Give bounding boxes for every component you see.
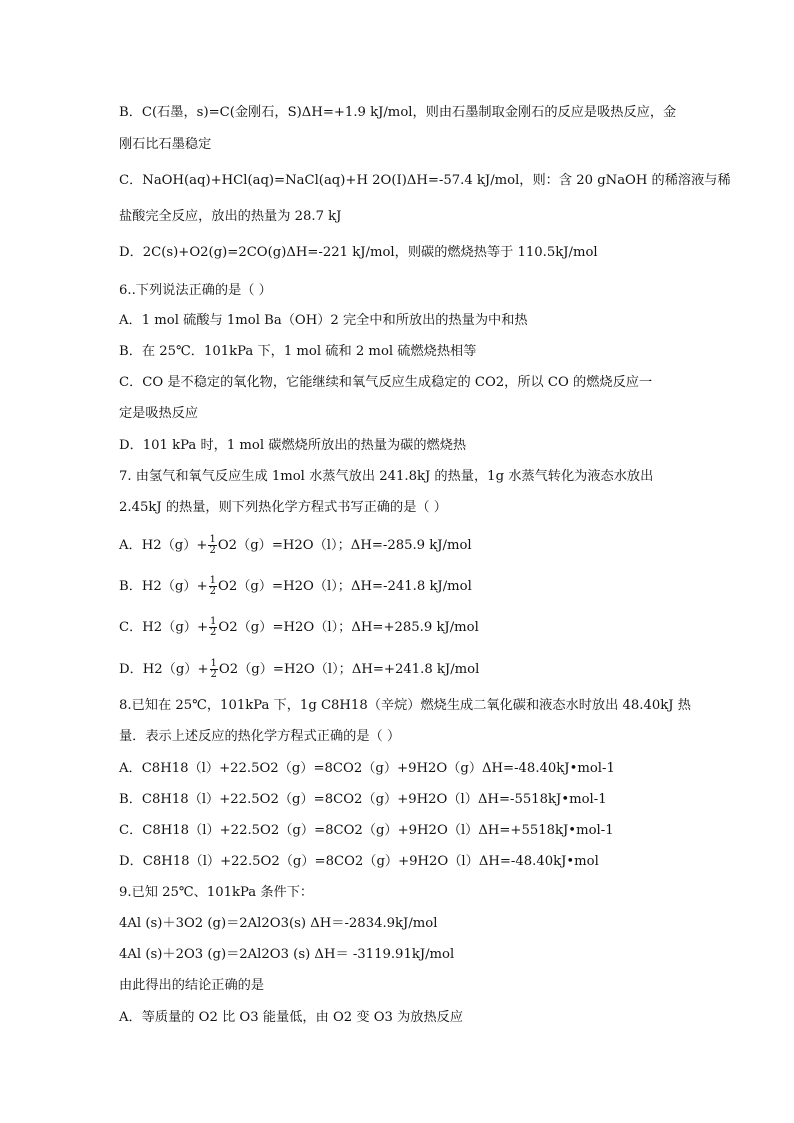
q7-option-c <box>119 617 479 638</box>
q8-stem-line1: 8.已知在 25℃，101kPa 下，1g C8H18（辛烷）燃烧生成二氧化碳和液态水时放出 48.40kJ 热 <box>119 698 691 713</box>
q6-option-b: B．在 25℃．101kPa 下，1 mol 硫和 2 mol 硫燃烧热相等 <box>119 344 477 359</box>
q7-option-c-suffix: O2（g）=H2O（l）；ΔH=+285.9 kJ/mol <box>218 620 479 635</box>
q9-option-a: A．等质量的 O2 比 O3 能量低，由 O2 变 O3 为放热反应 <box>119 1010 464 1025</box>
q7-option-c-prefix: C．H2（g）+ <box>119 620 209 635</box>
fraction-denominator: 2 <box>210 669 217 680</box>
fraction-one-half <box>210 659 218 680</box>
q7-option-b <box>119 576 472 597</box>
fraction-one-half <box>208 535 216 556</box>
q6-option-d: D．101 kPa 时，1 mol 碳燃烧所放出的热量为碳的燃烧热 <box>119 438 467 453</box>
q5-option-b-line1: B．C(石墨，s)=C(金刚石，S)ΔH=+1.9 kJ/mol，则由石墨制取金刚石的反应是吸热反应，金 <box>119 105 677 120</box>
q8-option-c: C．C8H18（l）+22.5O2（g）=8CO2（g）+9H2O（l）ΔH=+5518kJ•mol-1 <box>119 823 614 838</box>
fraction-denominator: 2 <box>209 545 216 556</box>
q5-option-b-line2: 刚石比石墨稳定 <box>119 137 212 152</box>
fraction-numerator: 1 <box>210 658 217 669</box>
q9-prompt: 由此得出的结论正确的是 <box>119 978 265 993</box>
fraction-numerator: 1 <box>209 575 217 586</box>
q6-option-a: A．1 mol 硫酸与 1mol Ba（OH）2 完全中和所放出的热量为中和热 <box>119 313 528 328</box>
q8-option-d: D．C8H18（l）+22.5O2（g）=8CO2（g）+9H2O（l）ΔH=-48.40kJ•mol <box>119 854 599 869</box>
fraction-numerator: 1 <box>209 534 216 545</box>
fraction-numerator: 1 <box>210 616 217 627</box>
q7-option-a-suffix: O2（g）=H2O（l）；ΔH=-285.9 kJ/mol <box>217 538 472 553</box>
q7-stem-line1: 7. 由氢气和氧气反应生成 1mol 水蒸气放出 241.8kJ 的热量，1g 水蒸气转化为液态水放出 <box>119 469 654 484</box>
q5-option-d: D．2C(s)+O2(g)=2CO(g)ΔH=-221 kJ/mol，则碳的燃烧热等于 110.5kJ/mol <box>119 245 598 260</box>
fraction-one-half <box>209 576 217 597</box>
q7-option-b-suffix: O2（g）=H2O（l）；ΔH=-241.8 kJ/mol <box>218 579 472 594</box>
fraction-denominator: 2 <box>210 627 217 638</box>
fraction-denominator: 2 <box>209 586 217 597</box>
q5-option-c-line1: C．NaOH(aq)+HCl(aq)=NaCl(aq)+H 2O(I)ΔH=-57.4 kJ/mol，则：含 20 gNaOH 的稀溶液与稀 <box>119 173 731 188</box>
q6-option-c-line2: 定是吸热反应 <box>119 406 199 421</box>
fraction-one-half <box>209 617 217 638</box>
q9-equation-2: 4Al (s)＋2O3 (g)＝2Al2O3 (s) ΔH＝ -3119.91kJ/mol <box>119 947 455 962</box>
q6-option-c-line1: C．CO 是不稳定的氧化物，它能继续和氧气反应生成稳定的 CO2，所以 CO 的燃烧反应一 <box>119 375 653 390</box>
q5-option-c-line2: 盐酸完全反应，放出的热量为 28.7 kJ <box>119 209 342 224</box>
q7-option-a <box>119 535 472 556</box>
q7-option-d <box>119 659 479 680</box>
q8-stem-line2: 量．表示上述反应的热化学方程式正确的是（ ） <box>119 729 401 744</box>
q7-option-a-prefix: A．H2（g）+ <box>119 538 208 553</box>
q6-stem: 6..下列说法正确的是（ ） <box>119 283 272 298</box>
q7-option-d-suffix: O2（g）=H2O（l）；ΔH=+241.8 kJ/mol <box>218 662 480 677</box>
q9-stem: 9.已知 25℃、101kPa 条件下： <box>119 885 314 900</box>
q9-equation-1: 4Al (s)＋3O2 (g)＝2Al2O3(s) ΔH＝-2834.9kJ/mol <box>119 916 438 931</box>
q8-option-b: B．C8H18（l）+22.5O2（g）=8CO2（g）+9H2O（l）ΔH=-5518kJ•mol-1 <box>119 792 607 807</box>
q7-stem-line2: 2.45kJ 的热量，则下列热化学方程式书写正确的是（ ） <box>119 500 447 515</box>
q7-option-d-prefix: D．H2（g）+ <box>119 662 209 677</box>
q7-option-b-prefix: B．H2（g）+ <box>119 579 208 594</box>
q8-option-a: A．C8H18（l）+22.5O2（g）=8CO2（g）+9H2O（g）ΔH=-48.40kJ•mol-1 <box>119 761 615 776</box>
